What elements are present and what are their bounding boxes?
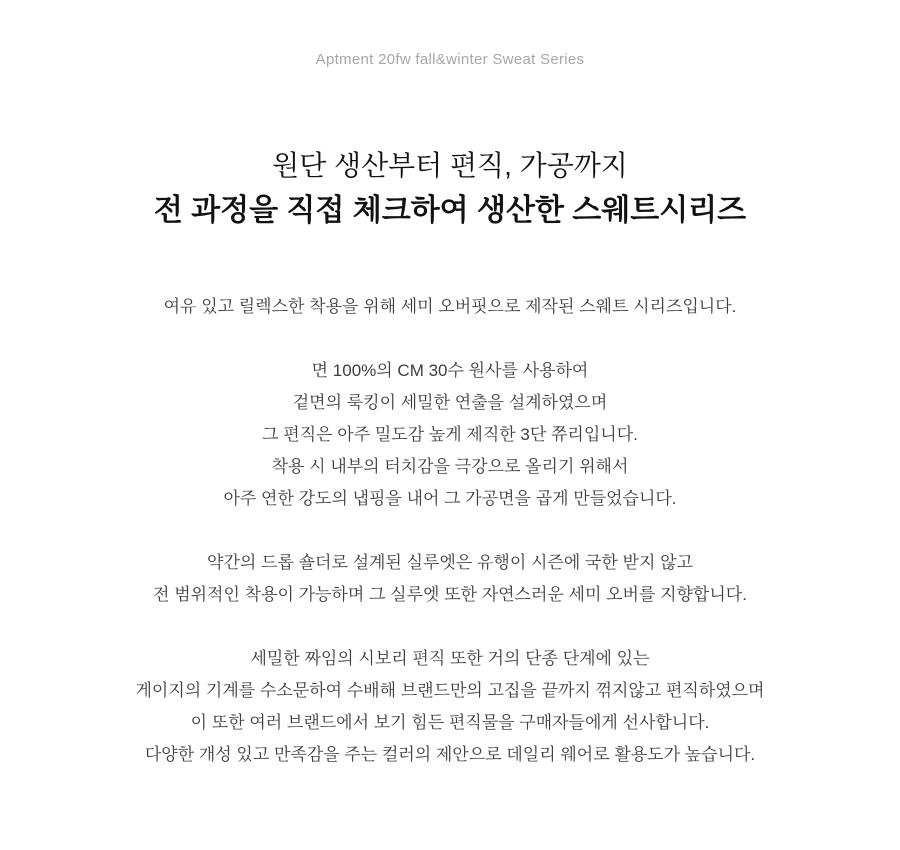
text-line: 세밀한 짜임의 시보리 편직 또한 거의 단종 단계에 있는 — [250, 649, 650, 668]
text-line: 그 편직은 아주 밀도감 높게 제직한 3단 쮸리입니다. — [262, 425, 638, 444]
text-line: 약간의 드롭 숄더로 설계된 실루엣은 유행이 시즌에 국한 받지 않고 — [207, 553, 693, 572]
text-line: 아주 연한 강도의 냅핑을 내어 그 가공면을 곱게 만들었습니다. — [223, 489, 677, 508]
page-title — [0, 143, 900, 233]
body-paragraph — [0, 547, 900, 611]
text-line: 이 또한 여러 브랜드에서 보기 힘든 편직물을 구매자들에게 선사합니다. — [190, 713, 710, 732]
text-line: 착용 시 내부의 터치감을 극강으로 올리기 위해서 — [271, 457, 629, 476]
title-line-2: 전 과정을 직접 체크하여 생산한 스웨트시리즈 — [153, 194, 747, 227]
body-copy — [0, 291, 900, 771]
text-line: 게이지의 기계를 수소문하여 수배해 브랜드만의 고집을 끝까지 꺾지않고 편직하였으며 — [135, 681, 765, 700]
body-paragraph — [0, 643, 900, 771]
text-line: 다양한 개성 있고 만족감을 주는 컬러의 제안으로 데일리 웨어로 활용도가 높습니다. — [144, 745, 756, 764]
text-line: 면 100%의 CM 30수 원사를 사용하여 — [311, 361, 589, 380]
text-line: 전 범위적인 착용이 가능하며 그 실루엣 또한 자연스러운 세미 오버를 지향합니다. — [153, 585, 747, 604]
title-line-1: 원단 생산부터 편직, 가공까지 — [272, 150, 628, 181]
text-line: 여유 있고 릴렉스한 착용을 위해 세미 오버핏으로 제작된 스웨트 시리즈입니다. — [163, 297, 737, 316]
series-label: Aptment 20fw fall&winter Sweat Series — [315, 51, 585, 68]
body-paragraph — [0, 355, 900, 515]
body-paragraph — [0, 291, 900, 323]
text-line: 겉면의 룩킹이 세밀한 연출을 설계하였으며 — [292, 393, 608, 412]
